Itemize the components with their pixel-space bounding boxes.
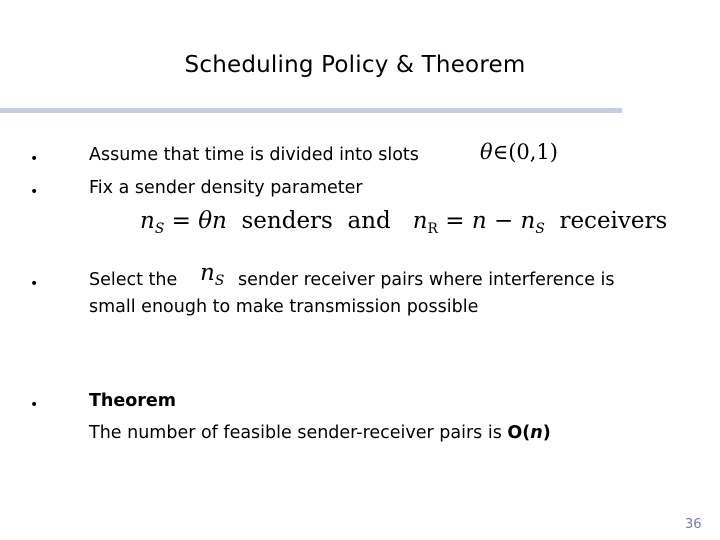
theta-range-formula: θ∈(0,1)	[480, 140, 558, 164]
slide-title: Scheduling Policy & Theorem	[184, 52, 526, 78]
page-number: 36	[685, 517, 702, 532]
bullet-marker: •	[30, 151, 39, 167]
bullet-marker: •	[30, 184, 39, 200]
bullet-marker: •	[30, 397, 39, 413]
bullet-text-select-suffix: sender receiver pairs where interference is	[238, 270, 615, 290]
inline-ns-formula: $n_S$	[200, 260, 225, 289]
bullet-marker: •	[30, 276, 39, 292]
bullet-text-time-slots: Assume that time is divided into slots	[89, 145, 419, 165]
title-underline	[0, 108, 622, 113]
theorem-statement: The number of feasible sender-receiver pairs is O(n)	[89, 423, 551, 443]
theorem-heading: Theorem	[89, 391, 177, 411]
density-formula: $n_S = \theta n$ senders and $n_R = n - n_S$ receivers	[140, 208, 668, 237]
bullet-text-select-line2: small enough to make transmission possible	[89, 297, 479, 317]
bullet-text-select-prefix: Select the	[89, 270, 178, 290]
bullet-text-density: Fix a sender density parameter	[89, 178, 363, 198]
